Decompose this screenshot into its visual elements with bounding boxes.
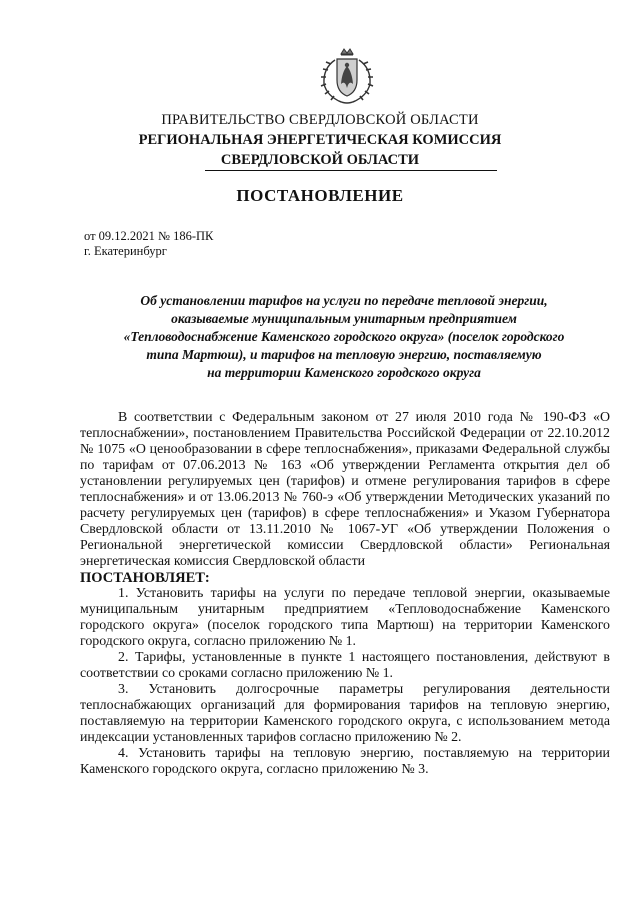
document-subject bbox=[78, 292, 610, 382]
resolution-item: 4. Установить тарифы на тепловую энергию, поставляемую на территории Каменского городского округа, согласно приложению № 3. bbox=[80, 746, 610, 777]
subject-line: Об установлении тарифов на услуги по передаче тепловой энергии, bbox=[140, 293, 548, 308]
subject-line: типа Мартюш), и тарифов на тепловую энергию, поставляемую bbox=[146, 347, 542, 362]
resolution-item: 1. Установить тарифы на услуги по передаче тепловой энергии, оказываемые муниципальным унитарным предприятием «Тепловодоснабжение Каменского городского округа» (поселок городского типа Мартюш) на территории Каменского городского округа, согласно приложению № 1. bbox=[80, 586, 610, 649]
header-commission: РЕГИОНАЛЬНАЯ ЭНЕРГЕТИЧЕСКАЯ КОМИССИЯ bbox=[138, 132, 502, 148]
coat-of-arms-emblem bbox=[311, 46, 383, 106]
subject-line: «Тепловодоснабжение Каменского городского округа» (поселок городского bbox=[123, 329, 565, 344]
subject-line: на территории Каменского городского округа bbox=[207, 365, 481, 380]
resolution-item: 3. Установить долгосрочные параметры регулирования деятельности теплоснабжающих организаций для формирования тарифов на тепловую энергию, поставляемую на территории Каменского городского округа, с использованием метода индексации установленных тарифов согласно приложению № 2. bbox=[80, 682, 610, 745]
preamble-paragraph: В соответствии с Федеральным законом от 27 июля 2010 года № 190-ФЗ «О теплоснабжении», постановлением Правительства Российской Федерации от 22.10.2012 № 1075 «О ценообразовании в сфере теплоснабжения», приказами Федеральной службы по тарифам от 07.06.2013 № 163 «Об утверждении Регламента открытия дел об установлении регулируемых цен (тарифов) и отмене регулирования тарифов в сфере теплоснабжения» и от 13.06.2013 № 760-э «Об утверждении Методических указаний по расчету регулируемых цен (тарифов) в сфере теплоснабжения» и Указом Губернатора Свердловской области от 13.11.2010 № 1067-УГ «Об утверждении Положения о Региональной энергетической комиссии Свердловской области» Региональная энергетическая комиссия Свердловской области bbox=[80, 410, 610, 569]
subject-line: оказываемые муниципальным унитарным предприятием bbox=[171, 311, 517, 326]
header-divider bbox=[205, 170, 497, 171]
resolves-heading: ПОСТАНОВЛЯЕТ: bbox=[80, 570, 210, 586]
resolution-item: 2. Тарифы, установленные в пункте 1 настоящего постановления, действуют в соответствии со сроками согласно приложению № 1. bbox=[80, 650, 610, 681]
document-date-number: от 09.12.2021 № 186-ПК bbox=[84, 229, 214, 243]
header-region: СВЕРДЛОВСКОЙ ОБЛАСТИ bbox=[220, 152, 420, 168]
document-city: г. Екатеринбург bbox=[84, 244, 167, 258]
header-government: ПРАВИТЕЛЬСТВО СВЕРДЛОВСКОЙ ОБЛАСТИ bbox=[161, 112, 479, 128]
document-type-title: ПОСТАНОВЛЕНИЕ bbox=[236, 186, 404, 205]
document-body bbox=[80, 410, 610, 778]
